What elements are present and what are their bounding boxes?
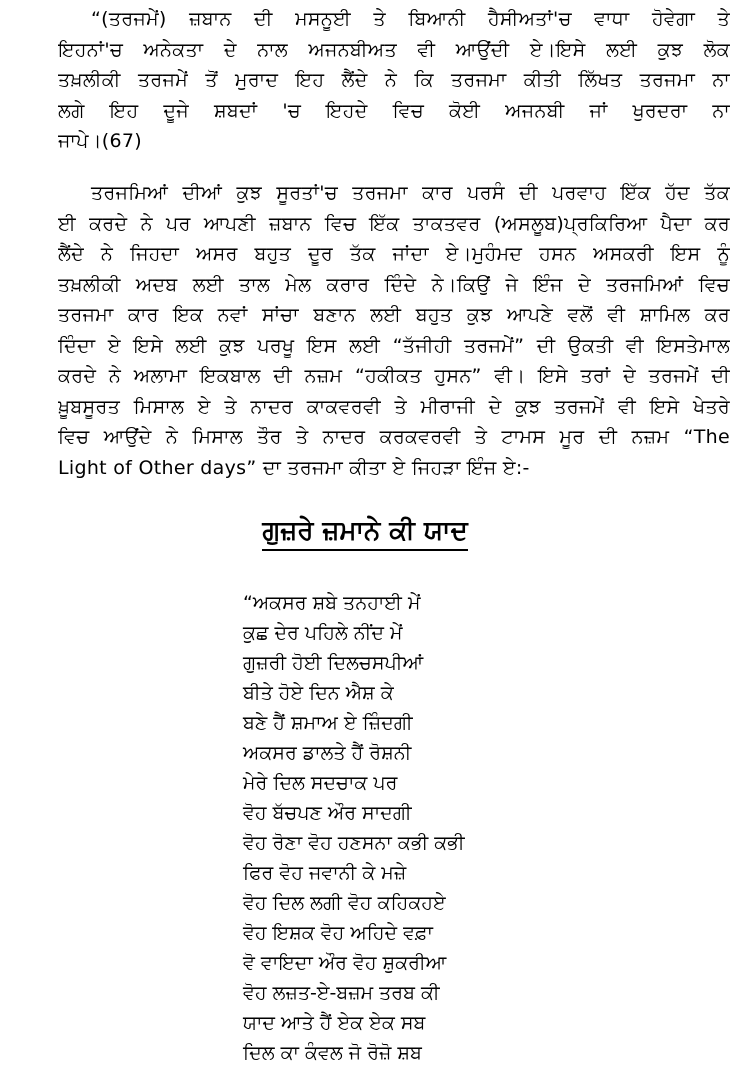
poem-line: ਗੁਜ਼ਰੀ ਹੋਈ ਦਿਲਚਸਪੀਆਂ [243,652,424,674]
poem-line: ਬੀਤੇ ਹੋਏ ਦਿਨ ਐਸ਼ ਕੇ [243,682,394,704]
paragraph-line: ਜਾਪੇ।(67) [58,130,143,152]
paragraph-line: ਲਗੇ ਇਹ ਦੂਜੇ ਸ਼ਬਦਾਂ 'ਚ ਇਹਦੇ ਵਿਚ ਕੋਈ ਅਜਨਬੀ ਜਾਂ ਖੁਰਦਰਾ ਨਾ [58,99,730,122]
paragraph-line: ਤਰਜਮਿਆਂ ਦੀਆਂ ਕੁਝ ਸੂਰਤਾਂ'ਚ ਤਰਜਮਾ ਕਾਰ ਪਰਸੰ ਦੀ ਪਰਵਾਹ ਇੱਕ ਹੱਦ ਤੱਕ [91,182,730,204]
paragraph-line: ਤਰਜਮਾ ਕਾਰ ਇਕ ਨਵਾਂ ਸਾਂਚਾ ਬਣਾਨ ਲਈ ਬਹੁਤ ਕੁਝ ਆਪਣੇ ਵਲੋਂ ਵੀ ਸ਼ਾਮਿਲ ਕਰ [58,304,730,326]
poem-line: ਵੋਹ ਇਸ਼ਕ ਵੋਹ ਅਹਿਦੇ ਵਫ਼ਾ [243,922,433,944]
paragraph-line: ਖ਼ੂਬਸੂਰਤ ਮਿਸਾਲ ਏ ਤੇ ਨਾਦਰ ਕਾਕਵਰਵੀ ਤੇ ਮੀਰਾਜੀ ਦੇ ਕੁਝ ਤਰਜਮੇਂ ਵੀ ਇਸੇ ਖੇਤਰੇ [58,395,730,418]
paragraph-line: ਲੈਂਦੇ ਨੇ ਜਿਹਦਾ ਅਸਰ ਬਹੁਤ ਦੂਰ ਤੱਕ ਜਾਂਦਾ ਏ।ਮੁਹੰਮਦ ਹਸਨ ਅਸਕਰੀ ਇਸ ਨੂੰ [58,243,730,265]
poem-line: ਯਾਦ ਆਤੇ ਹੈਂ ਏਕ ਏਕ ਸਬ [243,1012,426,1034]
poem-line: ਵੋਹ ਰੋਣਾ ਵੋਹ ਹਣਸਨਾ ਕਭੀ ਕਭੀ [243,832,465,854]
paragraph-line: Light of Other days” ਦਾ ਤਰਜਮਾ ਕੀਤਾ ਏ ਜਿਹੜਾ ਇੰਜ ਏ:- [58,456,530,479]
poem-line: “ਅਕਸਰ ਸ਼ਬੇ ਤਨਹਾਈ ਮੇਂ [243,592,421,614]
poem-line: ਅਕਸਰ ਡਾਲਤੇ ਹੈਂ ਰੋਸ਼ਨੀ [243,742,412,764]
poem-verse [243,588,465,1068]
poem-line: ਵੋਹ ਬੱਚਪਣ ਔਰ ਸਾਦਗੀ [243,802,412,824]
poem-title-text: ਗੁਜ਼ਰੇ ਜ਼ਮਾਨੇ ਕੀ ਯਾਦ [262,516,467,551]
poem-line: ਫਿਰ ਵੋਹ ਜਵਾਨੀ ਕੇ ਮਜ਼ੇ [243,862,407,884]
poem-line: ਵੋਹ ਲਜ਼ਤ-ਏ-ਬਜ਼ਮ ਤਰਬ ਕੀ [243,982,440,1004]
poem-line: ਵੋਹ ਦਿਲ ਲਗੀ ਵੋਹ ਕਹਿਕਹਏ [243,892,446,914]
paragraph-line: “(ਤਰਜਮੇਂ) ਜ਼ਬਾਨ ਦੀ ਮਸਨੂਈ ਤੇ ਬਿਆਨੀ ਹੈਸੀਅਤਾਂ'ਚ ਵਾਧਾ ਹੋਵੇਗਾ ਤੇ [91,8,730,30]
paragraph-quote [58,4,730,157]
paragraph-line: ਵਿਚ ਆਉਂਦੇ ਨੇ ਮਿਸਾਲ ਤੌਰ ਤੇ ਨਾਦਰ ਕਰਕਵਰਵੀ ਤੇ ਟਾਮਸ ਮੂਰ ਦੀ ਨਜ਼ਮ “The [58,426,730,448]
poem-title [0,516,730,551]
paragraph-line: ਇਹਨਾਂ'ਚ ਅਨੇਕਤਾ ਦੇ ਨਾਲ ਅਜਨਬੀਅਤ ਵੀ ਆਉਂਦੀ ਏ।ਇਸੇ ਲਈ ਕੁਝ ਲੋਕ [58,38,730,61]
paragraph-line: ਤਖ਼ਲੀਕੀ ਤਰਜਮੇਂ ਤੋਂ ਮੁਰਾਦ ਇਹ ਲੈਂਦੇ ਨੇ ਕਿ ਤਰਜਮਾ ਕੀਤੀ ਲਿੱਖਤ ਤਰਜਮਾ ਨਾ [58,69,730,91]
poem-line: ਕੁਛ ਦੇਰ ਪਹਿਲੇ ਨੀਂਦ ਮੇਂ [243,622,403,644]
paragraph-line: ਦਿੰਦਾ ਏ ਇਸੇ ਲਈ ਕੁਝ ਪਰਖੂ ਇਸ ਲਈ “ਤੱਜੀਹੀ ਤਰਜਮੇਂ” ਦੀ ਉਕਤੀ ਵੀ ਇਸਤੇਮਾਲ [58,334,730,357]
poem-line: ਦਿਲ ਕਾ ਕੰਵਲ ਜੋ ਰੋਜ਼ੋ ਸ਼ਬ [243,1042,422,1064]
paragraph-line: ਈ ਕਰਦੇ ਨੇ ਪਰ ਆਪਣੀ ਜ਼ਬਾਨ ਵਿਚ ਇੱਕ ਤਾਕਤਵਰ (ਅਸਲੂਬ)ਪ੍ਰਕਿਰਿਆ ਪੈਦਾ ਕਰ [58,212,730,235]
paragraph-line: ਤਖ਼ਲੀਕੀ ਅਦਬ ਲਈ ਤਾਲ ਮੇਲ ਕਰਾਰ ਦਿੰਦੇ ਨੇ।ਕਿਉਂ ਜੇ ਇੰਜ ਦੇ ਤਰਜਮਿਆਂ ਵਿਚ [58,273,730,296]
poem-line: ਬਣੇ ਹੈਂ ਸ਼ਮਾਅ ਏ ਜ਼ਿੰਦਗੀ [243,712,413,734]
poem-line: ਵੋ ਵਾਇਦਾ ਔਰ ਵੋਹ ਸ਼ੁਕਰੀਆ [243,952,447,974]
paragraph-line: ਕਰਦੇ ਨੇ ਅਲਾਮਾ ਇਕਬਾਲ ਦੀ ਨਜ਼ਮ “ਹਕੀਕਤ ਹੁਸਨ” ਵੀ। ਇਸੇ ਤਰਾਂ ਦੇ ਤਰਜਮੇਂ ਦੀ [58,365,730,387]
paragraph-body [58,178,730,483]
poem-line: ਮੇਰੇ ਦਿਲ ਸਦਚਾਕ ਪਰ [243,772,398,794]
